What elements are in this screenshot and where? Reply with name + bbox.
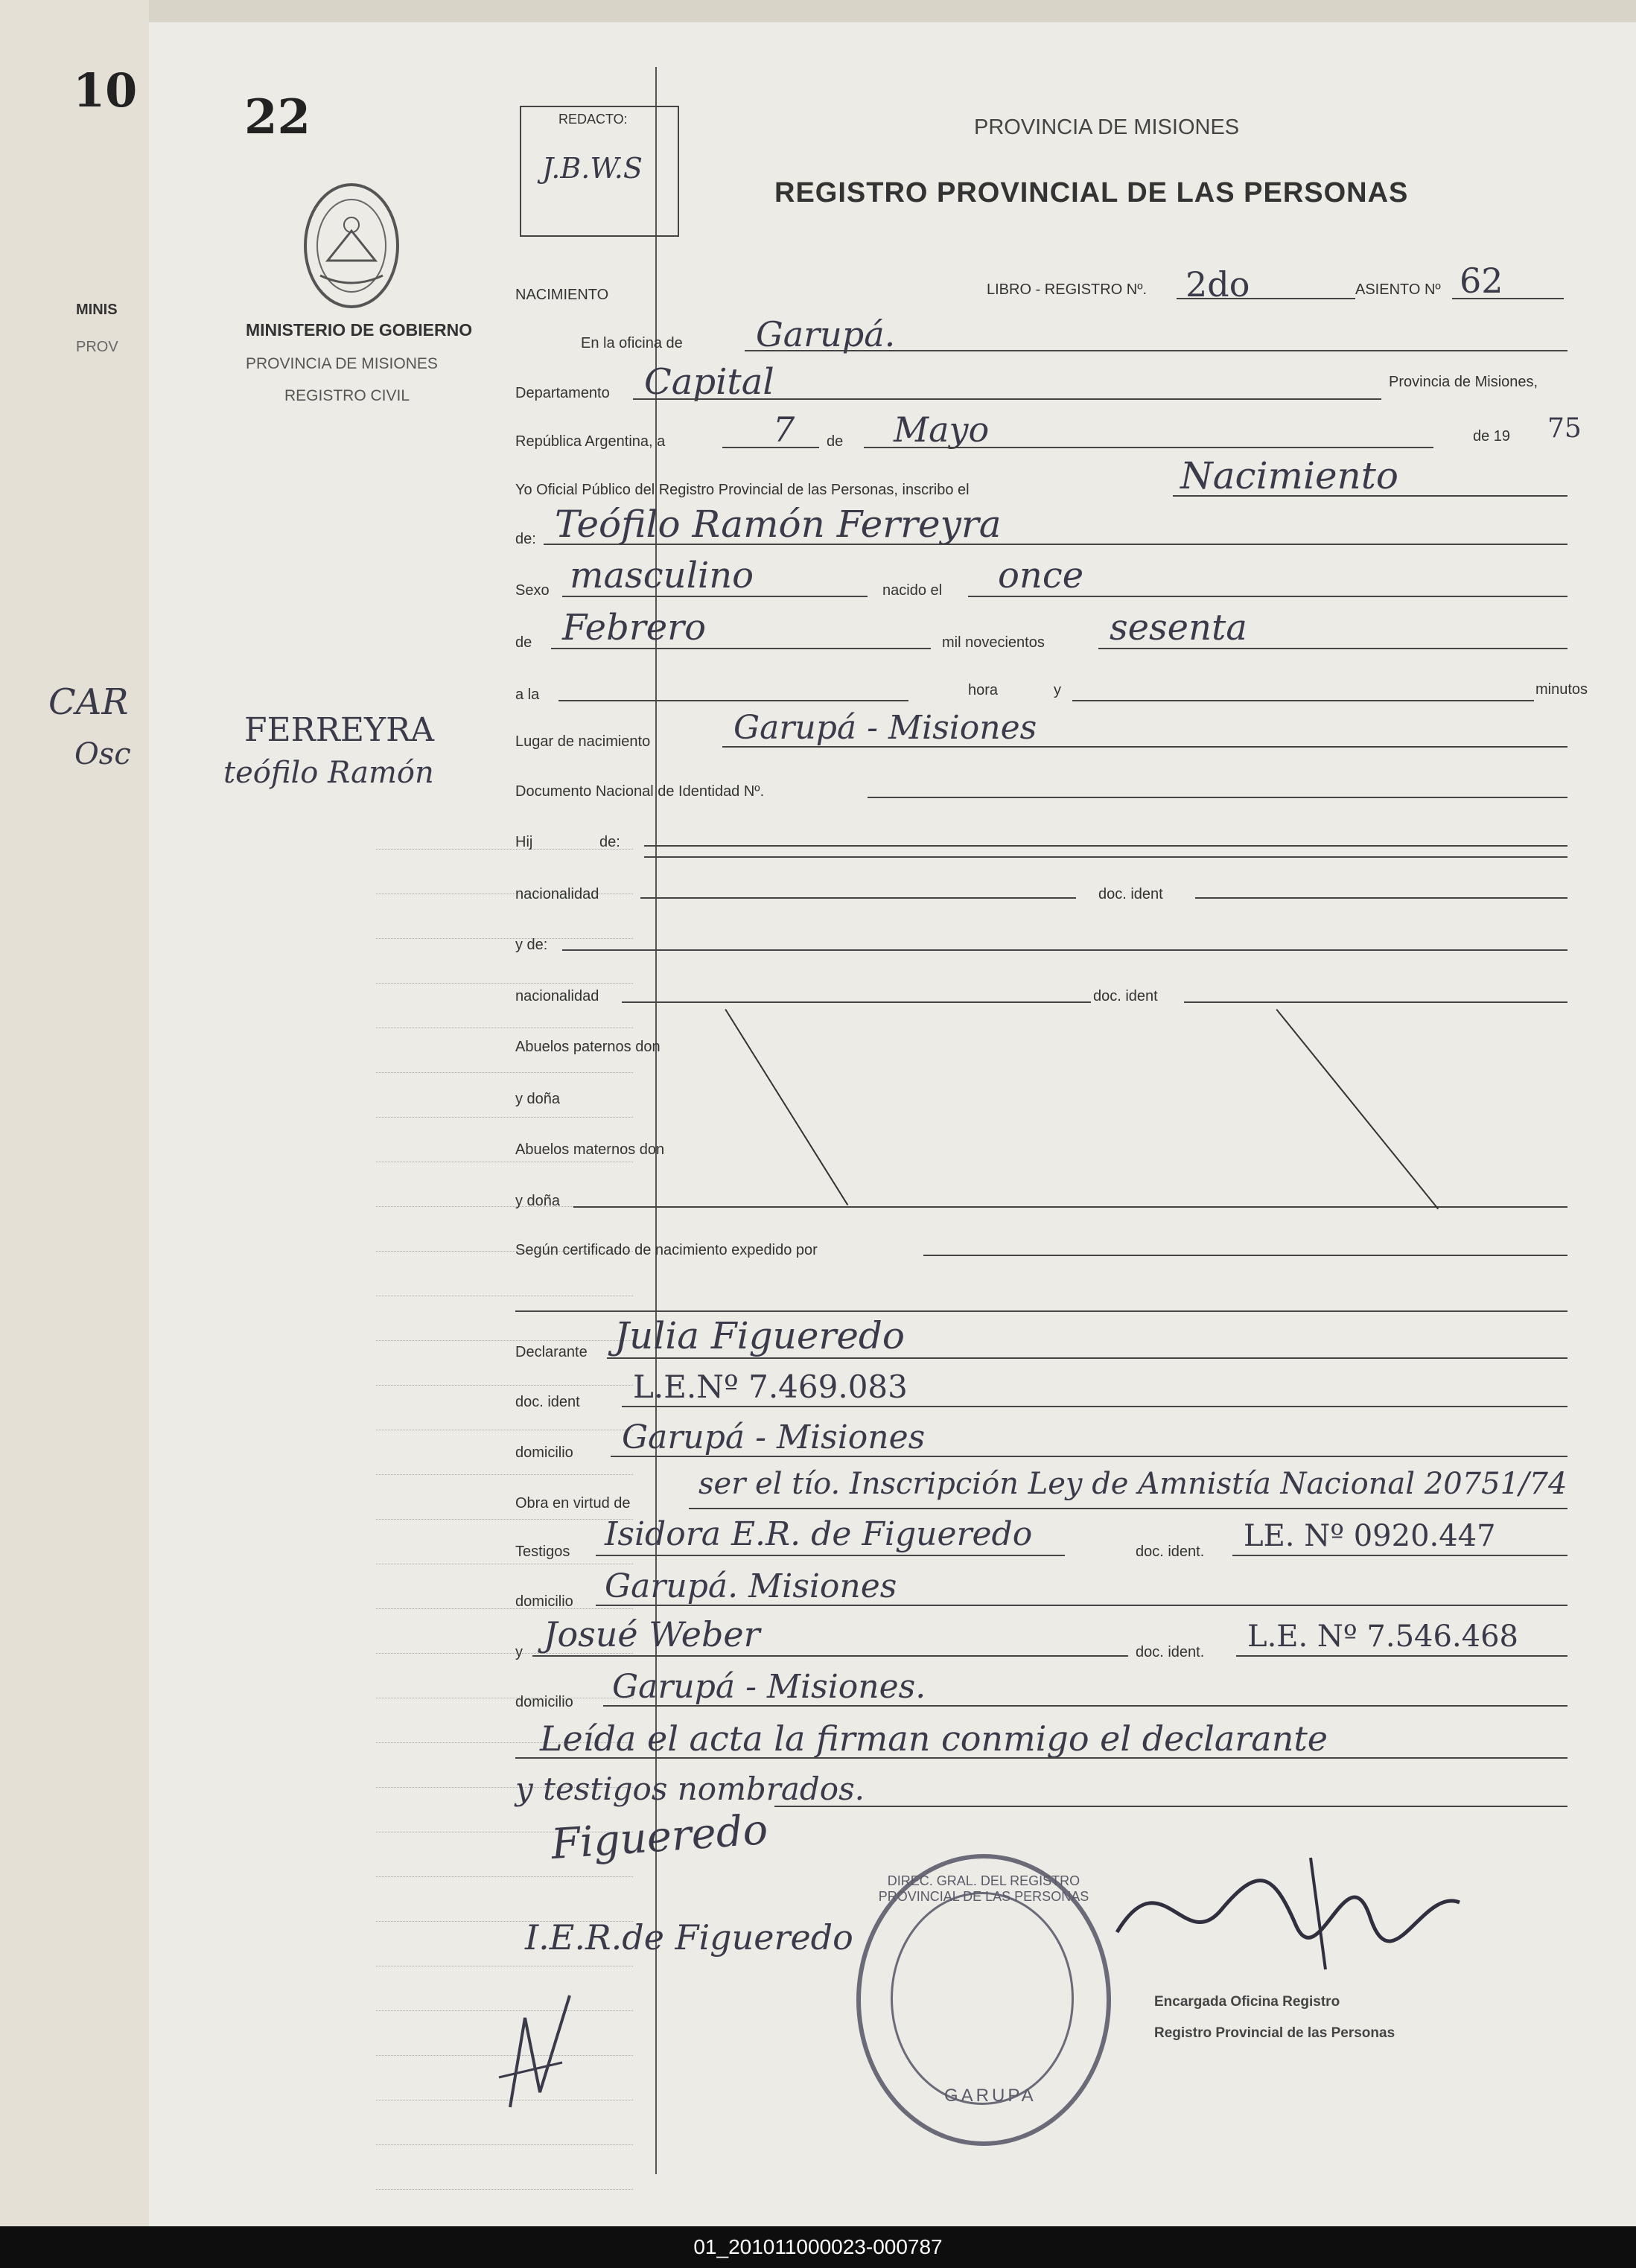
margin-given-names: teófilo Ramón bbox=[223, 756, 434, 790]
cancel-stroke-2 bbox=[1276, 1009, 1439, 1209]
margin-rule bbox=[376, 938, 633, 939]
departamento-value: Capital bbox=[644, 361, 774, 403]
redacto-label: REDACTO: bbox=[558, 112, 628, 127]
testigo2-doc: L.E. Nº 7.546.468 bbox=[1247, 1619, 1519, 1654]
mil-label: mil novecientos bbox=[942, 634, 1045, 651]
y-dona-label-1: y doña bbox=[515, 1091, 561, 1107]
doc-ident-label-2: doc. ident bbox=[1093, 988, 1158, 1004]
prev-fragment-1: MINIS bbox=[76, 302, 118, 318]
domicilio-label-1: domicilio bbox=[515, 1444, 573, 1461]
redacto-initials: J.B.W.S bbox=[542, 152, 643, 185]
declarante-doc: L.E.Nº 7.469.083 bbox=[633, 1369, 908, 1405]
closing-line-1: Leída el acta la firman conmigo el declarante bbox=[540, 1718, 1328, 1759]
doc-ident-label-1: doc. ident bbox=[1098, 886, 1163, 902]
dni-label: Documento Nacional de Identidad Nº. bbox=[515, 783, 765, 800]
margin-surname: FERREYRA bbox=[244, 711, 434, 749]
provincia-suffix: Provincia de Misiones, bbox=[1389, 374, 1538, 390]
hij-de-label: de: bbox=[599, 834, 620, 850]
margin-rule bbox=[376, 1519, 633, 1520]
prev-fragment-4: Osc bbox=[74, 737, 131, 771]
margin-rule bbox=[376, 1876, 633, 1877]
testigo1-domicilio: Garupá. Misiones bbox=[605, 1567, 897, 1605]
page-number: 22 bbox=[244, 89, 311, 145]
month-value: Mayo bbox=[894, 410, 990, 450]
libro-label: LIBRO - REGISTRO Nº. bbox=[987, 281, 1148, 298]
margin-rule bbox=[376, 1072, 633, 1073]
ministry-office: REGISTRO CIVIL bbox=[284, 387, 410, 404]
y-label: y bbox=[1054, 682, 1061, 698]
oficial-text: Yo Oficial Público del Registro Provincial de las Personas, inscribo el bbox=[515, 482, 970, 498]
previous-page-number: 10 bbox=[73, 63, 138, 118]
de2-label: de bbox=[515, 634, 532, 651]
declarante-value: Julia Figueredo bbox=[614, 1314, 905, 1357]
y-dona-label-2: y doña bbox=[515, 1193, 561, 1209]
person-name: Teófilo Ramón Ferreyra bbox=[555, 503, 1002, 546]
abuelos-paternos-label: Abuelos paternos don bbox=[515, 1039, 661, 1055]
redacto-box bbox=[520, 106, 679, 237]
testigo1-name: Isidora E.R. de Figueredo bbox=[605, 1515, 1033, 1553]
coat-of-arms-icon bbox=[298, 179, 406, 313]
testigo1-doc: LE. Nº 0920.447 bbox=[1244, 1519, 1496, 1553]
margin-rule bbox=[376, 2144, 633, 2145]
day-value: 7 bbox=[773, 410, 795, 450]
a-la-label: a la bbox=[515, 687, 540, 703]
birth-year: sesenta bbox=[1110, 607, 1247, 649]
testigo2-domicilio: Garupá - Misiones. bbox=[612, 1668, 926, 1706]
domicilio-label-2: domicilio bbox=[515, 1593, 573, 1610]
y-label-2: y bbox=[515, 1644, 523, 1660]
testigos-label: Testigos bbox=[515, 1544, 570, 1560]
margin-rule bbox=[376, 1340, 633, 1341]
testigo2-name: Josué Weber bbox=[544, 1614, 760, 1654]
image-id-footer: 01_201011000023-000787 bbox=[0, 2226, 1636, 2268]
minutos-label: minutos bbox=[1535, 681, 1588, 698]
doc-ident-label-4: doc. ident. bbox=[1136, 1544, 1205, 1560]
header-province: PROVINCIA DE MISIONES bbox=[974, 115, 1240, 139]
doc-ident-label-5: doc. ident. bbox=[1136, 1644, 1205, 1660]
nacido-value: once bbox=[998, 555, 1084, 596]
asiento-value: 62 bbox=[1460, 261, 1503, 301]
nacionalidad-label-1: nacionalidad bbox=[515, 886, 599, 902]
y-de-label: y de: bbox=[515, 937, 548, 953]
header-registry: REGISTRO PROVINCIAL DE LAS PERSONAS bbox=[774, 177, 1409, 208]
oficina-value: Garupá. bbox=[756, 314, 896, 354]
testigo-signature: I.E.R.de Figueredo bbox=[525, 1917, 853, 1958]
lugar-label: Lugar de nacimiento bbox=[515, 733, 651, 750]
obra-value: ser el tío. Inscripción Ley de Amnistía Nacional 20751/74 bbox=[698, 1467, 1567, 1501]
republica-label: República Argentina, a bbox=[515, 433, 666, 450]
abuelos-maternos-label: Abuelos maternos don bbox=[515, 1141, 665, 1158]
margin-rule bbox=[376, 2189, 633, 2190]
previous-page-edge bbox=[0, 0, 149, 2226]
margin-rule bbox=[376, 1117, 633, 1118]
year-value: 75 bbox=[1547, 413, 1582, 444]
nacionalidad-label-2: nacionalidad bbox=[515, 988, 599, 1004]
registry-stamp bbox=[856, 1854, 1111, 2146]
stamp-ring-text: DIREC. GRAL. DEL REGISTRO PROVINCIAL DE LAS PERSONAS bbox=[878, 1873, 1089, 1904]
domicilio-label-3: domicilio bbox=[515, 1694, 573, 1710]
year-prefix: de 19 bbox=[1473, 428, 1511, 445]
birth-month: Febrero bbox=[562, 607, 707, 649]
nacido-label: nacido el bbox=[882, 582, 943, 599]
de-label: de bbox=[827, 433, 844, 450]
ministry-title: MINISTERIO DE GOBIERNO bbox=[246, 320, 473, 340]
closing-line-2: y testigos nombrados. bbox=[515, 1771, 865, 1807]
stamp-center-text: GARUPA bbox=[944, 2086, 1037, 2106]
departamento-label: Departamento bbox=[515, 385, 610, 401]
act-type-label: NACIMIENTO bbox=[515, 287, 609, 303]
witness-signature-icon bbox=[495, 1988, 585, 2115]
oficina-label: En la oficina de bbox=[581, 335, 683, 351]
margin-rule bbox=[376, 1474, 633, 1475]
official-signature-icon bbox=[1102, 1843, 1474, 1977]
hora-label: hora bbox=[968, 682, 999, 698]
cancel-stroke-1 bbox=[725, 1009, 848, 1205]
sexo-label: Sexo bbox=[515, 582, 550, 599]
declarante-label: Declarante bbox=[515, 1344, 588, 1360]
lugar-value: Garupá - Misiones bbox=[733, 709, 1037, 747]
declarante-signature: Figueredo bbox=[550, 1805, 770, 1870]
official-line-1: Encargada Oficina Registro bbox=[1154, 1994, 1340, 2010]
margin-rule bbox=[376, 983, 633, 984]
margin-rule bbox=[376, 1385, 633, 1386]
inscribo-value: Nacimiento bbox=[1180, 454, 1398, 497]
doc-ident-label-3: doc. ident bbox=[515, 1394, 580, 1410]
margin-rule bbox=[376, 849, 633, 850]
prev-fragment-3: CAR bbox=[48, 681, 129, 723]
ministry-province: PROVINCIA DE MISIONES bbox=[246, 355, 438, 372]
asiento-label: ASIENTO Nº bbox=[1355, 281, 1441, 298]
segun-label: Según certificado de nacimiento expedido por bbox=[515, 1242, 818, 1258]
prev-fragment-2: PROV bbox=[76, 339, 118, 355]
libro-value: 2do bbox=[1185, 264, 1250, 305]
declarante-domicilio: Garupá - Misiones bbox=[622, 1418, 926, 1456]
sexo-value: masculino bbox=[570, 555, 754, 596]
de-person-label: de: bbox=[515, 531, 536, 547]
hij-label: Hij bbox=[515, 834, 533, 850]
obra-label: Obra en virtud de bbox=[515, 1495, 631, 1512]
margin-rule bbox=[376, 1608, 633, 1609]
register-page bbox=[149, 22, 1636, 2226]
official-line-2: Registro Provincial de las Personas bbox=[1154, 2025, 1395, 2041]
